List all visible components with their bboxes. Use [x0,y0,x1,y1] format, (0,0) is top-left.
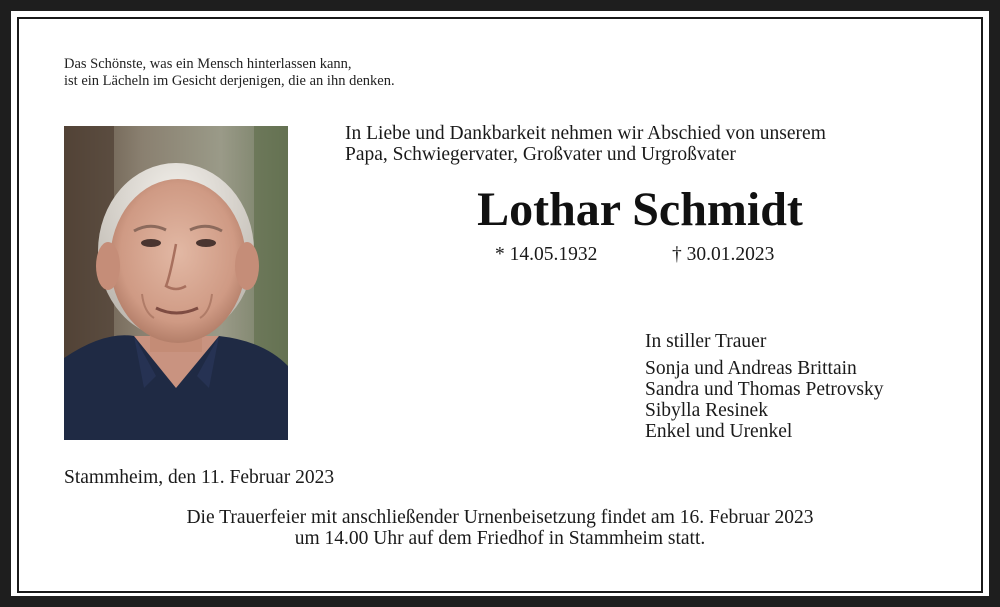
mourner-name: Sonja und Andreas Brittain [645,358,857,379]
deceased-name: Lothar Schmidt [477,183,803,236]
mourners-header: In stiller Trauer [645,331,767,352]
funeral-line-1: Die Trauerfeier mit anschließender Urnenbeisetzung findet am 16. Februar 2023 [186,507,814,528]
portrait-photo [64,126,288,440]
funeral-line-2: um 14.00 Uhr auf dem Friedhof in Stammheim statt. [294,528,706,549]
intro-line-1: In Liebe und Dankbarkeit nehmen wir Abschied von unserem [345,123,826,144]
birth-date: * 14.05.1932 [495,244,598,265]
mourner-name: Enkel und Urenkel [645,421,793,442]
memorial-quote [64,56,395,90]
intro-line-2: Papa, Schwiegervater, Großvater und Urgroßvater [345,144,736,165]
portrait-icon [64,126,288,440]
quote-line-2: ist ein Lächeln im Gesicht derjenigen, die an ihn denken. [64,73,395,89]
place-and-date: Stammheim, den 11. Februar 2023 [64,467,335,488]
mourner-name: Sibylla Resinek [645,400,768,421]
quote-line-1: Das Schönste, was ein Mensch hinterlassen kann, [64,56,352,72]
death-date: † 30.01.2023 [672,244,775,265]
obituary-card [11,11,989,596]
mourner-name: Sandra und Thomas Petrovsky [645,379,884,400]
funeral-notice [11,507,989,549]
mourners-block [645,331,884,442]
farewell-intro [345,123,826,165]
